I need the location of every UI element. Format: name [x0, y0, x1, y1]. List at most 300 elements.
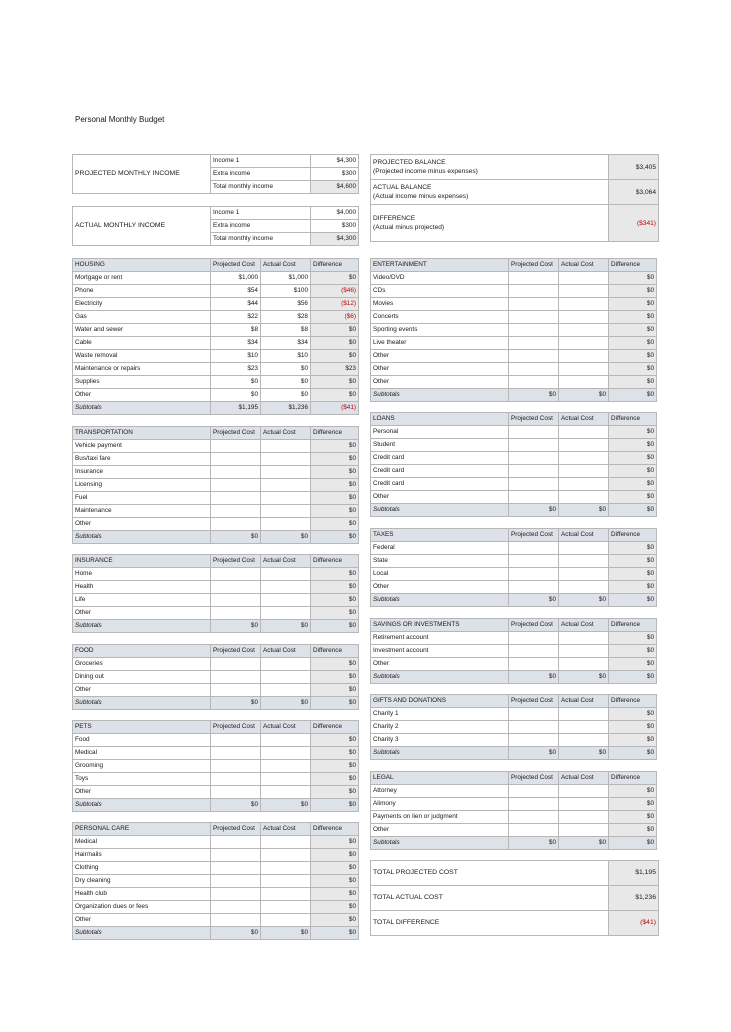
- actual-cell[interactable]: [261, 914, 311, 927]
- actual-cell[interactable]: [261, 901, 311, 914]
- row-name: Electricity: [73, 298, 211, 311]
- difference-cell: $0: [311, 440, 359, 453]
- actual-cell[interactable]: [261, 671, 311, 684]
- row-name: Concerts: [371, 311, 509, 324]
- projected-cell[interactable]: [211, 581, 261, 594]
- table-row: [73, 671, 359, 684]
- projected-income-label: PROJECTED MONTHLY INCOME: [73, 155, 211, 194]
- row-name: CDs: [371, 285, 509, 298]
- projected-cell[interactable]: [509, 465, 559, 478]
- col-projected: Projected Cost: [211, 645, 261, 658]
- table-row: [73, 786, 359, 799]
- row-name: Other: [371, 376, 509, 389]
- projected-cell[interactable]: [211, 568, 261, 581]
- difference-cell: $0: [609, 542, 657, 555]
- difference-cell: $0: [311, 466, 359, 479]
- subtotal-row: [371, 837, 657, 850]
- projected-cell[interactable]: [509, 311, 559, 324]
- actual-cell[interactable]: [559, 298, 609, 311]
- actual-cell[interactable]: [559, 311, 609, 324]
- actual-cell[interactable]: [261, 518, 311, 531]
- actual-cell[interactable]: [559, 734, 609, 747]
- col-projected: Projected Cost: [211, 555, 261, 568]
- projected-cell[interactable]: [211, 479, 261, 492]
- actual-cell[interactable]: [261, 453, 311, 466]
- total-label: TOTAL DIFFERENCE: [371, 911, 609, 936]
- projected-cell[interactable]: [211, 734, 261, 747]
- row-name: Water and sewer: [73, 324, 211, 337]
- projected-cell[interactable]: $34: [211, 337, 261, 350]
- actual-cell[interactable]: [261, 862, 311, 875]
- row-name: Personal: [371, 426, 509, 439]
- projected-cell[interactable]: [211, 836, 261, 849]
- projected-cell[interactable]: [211, 786, 261, 799]
- actual-income-item-value[interactable]: $4,000: [311, 207, 359, 220]
- projected-cell[interactable]: [211, 492, 261, 505]
- projected-cell[interactable]: [509, 798, 559, 811]
- difference-cell: $0: [609, 658, 657, 671]
- actual-cell[interactable]: [261, 836, 311, 849]
- subtotal-projected: $1,195: [211, 402, 261, 415]
- row-name: Phone: [73, 285, 211, 298]
- projected-cell[interactable]: [211, 453, 261, 466]
- projected-cell[interactable]: [211, 773, 261, 786]
- col-difference: Difference: [609, 695, 657, 708]
- subtotal-difference: $0: [609, 504, 657, 517]
- total-row: [371, 886, 659, 911]
- subtotal-row: [73, 402, 359, 415]
- section-insurance: [72, 554, 359, 633]
- table-row: [73, 492, 359, 505]
- actual-cell[interactable]: [559, 785, 609, 798]
- subtotal-row: [371, 504, 657, 517]
- subtotal-projected: $0: [509, 671, 559, 684]
- actual-cell[interactable]: [559, 272, 609, 285]
- actual-cell[interactable]: [261, 568, 311, 581]
- table-row: [371, 426, 657, 439]
- actual-cell[interactable]: [559, 337, 609, 350]
- actual-cell[interactable]: $28: [261, 311, 311, 324]
- section-header: [73, 721, 359, 734]
- section-gifts-and-donations: [370, 694, 657, 760]
- difference-cell: $0: [609, 824, 657, 837]
- balance-value: $3,405: [609, 155, 659, 180]
- actual-cell[interactable]: [261, 505, 311, 518]
- table-row: [371, 376, 657, 389]
- projected-cell[interactable]: [211, 888, 261, 901]
- difference-cell: $0: [311, 914, 359, 927]
- actual-cell[interactable]: [559, 632, 609, 645]
- actual-cell[interactable]: [261, 594, 311, 607]
- difference-cell: $0: [609, 721, 657, 734]
- projected-cell[interactable]: [509, 542, 559, 555]
- difference-cell: $0: [311, 350, 359, 363]
- actual-cell[interactable]: [559, 542, 609, 555]
- difference-cell: $0: [609, 311, 657, 324]
- actual-cell[interactable]: [261, 658, 311, 671]
- difference-cell: $0: [311, 773, 359, 786]
- projected-cell[interactable]: [509, 376, 559, 389]
- actual-cell[interactable]: [261, 888, 311, 901]
- subtotal-label: Subtotals: [73, 697, 211, 710]
- actual-income-item-value[interactable]: $300: [311, 220, 359, 233]
- subtotal-projected: $0: [211, 531, 261, 544]
- actual-cell[interactable]: [559, 376, 609, 389]
- section-loans: [370, 412, 657, 517]
- actual-cell[interactable]: [261, 581, 311, 594]
- actual-cell[interactable]: [559, 708, 609, 721]
- projected-cell[interactable]: [211, 747, 261, 760]
- projected-cell[interactable]: [509, 785, 559, 798]
- section-header: [371, 259, 657, 272]
- projected-cell[interactable]: $0: [211, 376, 261, 389]
- row-name: Live theater: [371, 337, 509, 350]
- subtotal-label: Subtotals: [73, 927, 211, 940]
- row-name: Maintenance: [73, 505, 211, 518]
- col-difference: Difference: [609, 619, 657, 632]
- projected-cell[interactable]: [211, 671, 261, 684]
- balance-note: (Projected income minus expenses): [373, 168, 478, 175]
- projected-cell[interactable]: [211, 849, 261, 862]
- actual-cell[interactable]: $0: [261, 363, 311, 376]
- subtotal-projected: $0: [509, 594, 559, 607]
- projected-cell[interactable]: [509, 452, 559, 465]
- actual-cell[interactable]: [261, 773, 311, 786]
- projected-cell[interactable]: [211, 760, 261, 773]
- difference-cell: $0: [311, 492, 359, 505]
- balance-note: (Actual income minus expenses): [373, 193, 469, 200]
- difference-cell: ($46): [311, 285, 359, 298]
- actual-cell[interactable]: [559, 824, 609, 837]
- table-row: [371, 465, 657, 478]
- row-name: Waste removal: [73, 350, 211, 363]
- section-legal: [370, 771, 657, 850]
- actual-cell[interactable]: [559, 658, 609, 671]
- difference-cell: $0: [311, 786, 359, 799]
- table-row: [73, 747, 359, 760]
- actual-cell[interactable]: $8: [261, 324, 311, 337]
- row-name: Video/DVD: [371, 272, 509, 285]
- projected-income-item-name: Extra income: [211, 168, 311, 181]
- table-row: [371, 491, 657, 504]
- actual-cell[interactable]: [559, 439, 609, 452]
- table-row: [371, 542, 657, 555]
- table-row: [73, 849, 359, 862]
- projected-cell[interactable]: [509, 272, 559, 285]
- col-projected: Projected Cost: [509, 259, 559, 272]
- actual-cell[interactable]: [559, 491, 609, 504]
- difference-cell: $0: [609, 350, 657, 363]
- projected-cell[interactable]: [509, 298, 559, 311]
- total-value: $1,236: [609, 886, 659, 911]
- section-title: TRANSPORTATION: [73, 427, 211, 440]
- table-row: [73, 466, 359, 479]
- row-name: Other: [73, 518, 211, 531]
- row-name: Food: [73, 734, 211, 747]
- subtotal-actual: $0: [559, 837, 609, 850]
- projected-cell[interactable]: [211, 862, 261, 875]
- projected-cell[interactable]: [509, 811, 559, 824]
- difference-cell: ($12): [311, 298, 359, 311]
- col-actual: Actual Cost: [261, 823, 311, 836]
- table-row: [371, 721, 657, 734]
- projected-cell[interactable]: [211, 875, 261, 888]
- actual-cell[interactable]: [261, 492, 311, 505]
- section-housing: [72, 258, 359, 415]
- row-name: Fuel: [73, 492, 211, 505]
- row-name: Insurance: [73, 466, 211, 479]
- col-difference: Difference: [609, 259, 657, 272]
- col-actual: Actual Cost: [559, 695, 609, 708]
- difference-cell: $0: [609, 285, 657, 298]
- difference-cell: ($6): [311, 311, 359, 324]
- projected-cell[interactable]: [211, 901, 261, 914]
- difference-cell: $0: [609, 568, 657, 581]
- projected-cell[interactable]: [509, 658, 559, 671]
- projected-cell[interactable]: [509, 285, 559, 298]
- projected-cell[interactable]: [211, 505, 261, 518]
- row-name: Other: [371, 824, 509, 837]
- total-label: TOTAL PROJECTED COST: [371, 861, 609, 886]
- projected-cell[interactable]: [509, 439, 559, 452]
- actual-cell[interactable]: [559, 645, 609, 658]
- col-projected: Projected Cost: [211, 721, 261, 734]
- section-title: SAVINGS OR INVESTMENTS: [371, 619, 509, 632]
- projected-cell[interactable]: [509, 491, 559, 504]
- actual-income-table: [72, 206, 359, 246]
- subtotal-difference: $0: [311, 927, 359, 940]
- balance-value: ($341): [609, 205, 659, 242]
- actual-income-item-name: Extra income: [211, 220, 311, 233]
- section-title: INSURANCE: [73, 555, 211, 568]
- balance-table: [370, 154, 659, 242]
- table-row: [371, 350, 657, 363]
- projected-cell[interactable]: [509, 324, 559, 337]
- subtotal-row: [371, 389, 657, 402]
- row-name: Bus/taxi fare: [73, 453, 211, 466]
- section-header: [73, 645, 359, 658]
- table-row: [73, 914, 359, 927]
- difference-cell: $0: [609, 426, 657, 439]
- table-row: [371, 478, 657, 491]
- row-name: Sporting events: [371, 324, 509, 337]
- subtotal-difference: $0: [311, 620, 359, 633]
- totals-table: [370, 860, 659, 936]
- actual-cell[interactable]: [261, 440, 311, 453]
- actual-cell[interactable]: [559, 285, 609, 298]
- projected-cell[interactable]: [509, 721, 559, 734]
- row-name: Payments on lien or judgment: [371, 811, 509, 824]
- projected-cell[interactable]: $22: [211, 311, 261, 324]
- projected-cell[interactable]: [509, 426, 559, 439]
- actual-cell[interactable]: $34: [261, 337, 311, 350]
- actual-cell[interactable]: [559, 452, 609, 465]
- actual-income-row: [73, 207, 359, 220]
- table-row: [73, 658, 359, 671]
- actual-cell[interactable]: $0: [261, 376, 311, 389]
- subtotal-projected: $0: [509, 747, 559, 760]
- projected-cell[interactable]: $0: [211, 389, 261, 402]
- subtotal-projected: $0: [211, 620, 261, 633]
- table-row: [73, 298, 359, 311]
- subtotal-difference: $0: [609, 747, 657, 760]
- table-row: [73, 888, 359, 901]
- difference-cell: $0: [609, 798, 657, 811]
- projected-cell[interactable]: $44: [211, 298, 261, 311]
- projected-cell[interactable]: $23: [211, 363, 261, 376]
- actual-cell[interactable]: $56: [261, 298, 311, 311]
- subtotal-difference: $0: [609, 594, 657, 607]
- col-actual: Actual Cost: [261, 645, 311, 658]
- projected-cell[interactable]: [509, 824, 559, 837]
- row-name: Health: [73, 581, 211, 594]
- projected-cell[interactable]: [509, 337, 559, 350]
- difference-cell: $0: [311, 479, 359, 492]
- actual-cell[interactable]: [261, 760, 311, 773]
- actual-cell[interactable]: [559, 721, 609, 734]
- row-name: Alimony: [371, 798, 509, 811]
- projected-cell[interactable]: [509, 478, 559, 491]
- difference-cell: $0: [311, 862, 359, 875]
- table-row: [73, 479, 359, 492]
- projected-cell[interactable]: [509, 581, 559, 594]
- actual-cell[interactable]: [559, 350, 609, 363]
- balance-note: (Actual minus projected): [373, 224, 445, 231]
- subtotal-projected: $0: [211, 927, 261, 940]
- actual-cell[interactable]: [559, 811, 609, 824]
- table-row: [73, 376, 359, 389]
- row-name: Movies: [371, 298, 509, 311]
- table-row: [73, 389, 359, 402]
- row-name: Charity 1: [371, 708, 509, 721]
- actual-cell[interactable]: [261, 684, 311, 697]
- actual-cell[interactable]: [261, 607, 311, 620]
- actual-cell[interactable]: [559, 363, 609, 376]
- actual-cell[interactable]: [559, 478, 609, 491]
- actual-cell[interactable]: [261, 786, 311, 799]
- table-row: [73, 272, 359, 285]
- table-row: [73, 453, 359, 466]
- row-name: Mortgage or rent: [73, 272, 211, 285]
- actual-income-label: ACTUAL MONTHLY INCOME: [73, 207, 211, 246]
- projected-cell[interactable]: [509, 632, 559, 645]
- actual-cell[interactable]: $10: [261, 350, 311, 363]
- projected-cell[interactable]: [509, 555, 559, 568]
- section-header: [73, 259, 359, 272]
- projected-income-item-value[interactable]: $300: [311, 168, 359, 181]
- subtotal-projected: $0: [211, 799, 261, 812]
- projected-cell[interactable]: $8: [211, 324, 261, 337]
- projected-cell[interactable]: [211, 440, 261, 453]
- subtotal-label: Subtotals: [73, 531, 211, 544]
- projected-cell[interactable]: [509, 350, 559, 363]
- difference-cell: $0: [311, 760, 359, 773]
- projected-income-item-value[interactable]: $4,300: [311, 155, 359, 168]
- row-name: Other: [73, 684, 211, 697]
- actual-cell[interactable]: [559, 426, 609, 439]
- actual-cell[interactable]: [261, 466, 311, 479]
- projected-cell[interactable]: [509, 734, 559, 747]
- actual-cell[interactable]: [261, 849, 311, 862]
- projected-cell[interactable]: [211, 914, 261, 927]
- difference-cell: $0: [609, 581, 657, 594]
- actual-cell[interactable]: $1,000: [261, 272, 311, 285]
- projected-cell[interactable]: [211, 594, 261, 607]
- subtotal-difference: $0: [609, 837, 657, 850]
- table-row: [371, 311, 657, 324]
- col-actual: Actual Cost: [261, 721, 311, 734]
- actual-cell[interactable]: [559, 568, 609, 581]
- section-header: [371, 413, 657, 426]
- col-difference: Difference: [311, 721, 359, 734]
- actual-cell[interactable]: [559, 798, 609, 811]
- actual-cell[interactable]: [261, 479, 311, 492]
- actual-income-item-value[interactable]: $4,300: [311, 233, 359, 246]
- row-name: Health club: [73, 888, 211, 901]
- projected-cell[interactable]: [211, 684, 261, 697]
- actual-cell[interactable]: [261, 734, 311, 747]
- actual-cell[interactable]: [559, 324, 609, 337]
- subtotal-label: Subtotals: [371, 389, 509, 402]
- subtotal-difference: $0: [311, 697, 359, 710]
- row-name: Toys: [73, 773, 211, 786]
- projected-cell[interactable]: [211, 658, 261, 671]
- section-title: GIFTS AND DONATIONS: [371, 695, 509, 708]
- balance-title: PROJECTED BALANCE: [373, 159, 446, 166]
- difference-cell: $0: [311, 324, 359, 337]
- actual-cell[interactable]: [559, 465, 609, 478]
- row-name: Other: [371, 491, 509, 504]
- section-title: HOUSING: [73, 259, 211, 272]
- actual-cell[interactable]: [261, 747, 311, 760]
- projected-income-table: [72, 154, 359, 194]
- projected-cell[interactable]: $1,000: [211, 272, 261, 285]
- subtotal-label: Subtotals: [73, 620, 211, 633]
- actual-cell[interactable]: [559, 581, 609, 594]
- actual-cell[interactable]: $100: [261, 285, 311, 298]
- table-row: [73, 285, 359, 298]
- table-row: [73, 594, 359, 607]
- table-row: [73, 875, 359, 888]
- difference-cell: $0: [609, 439, 657, 452]
- row-name: Charity 3: [371, 734, 509, 747]
- col-projected: Projected Cost: [211, 823, 261, 836]
- row-name: Retirement account: [371, 632, 509, 645]
- table-row: [73, 311, 359, 324]
- projected-cell[interactable]: [509, 645, 559, 658]
- col-actual: Actual Cost: [559, 413, 609, 426]
- projected-cell[interactable]: [509, 708, 559, 721]
- row-name: Other: [371, 350, 509, 363]
- projected-cell[interactable]: [211, 466, 261, 479]
- projected-cell[interactable]: [509, 363, 559, 376]
- difference-cell: $0: [609, 708, 657, 721]
- row-name: Other: [73, 607, 211, 620]
- projected-cell[interactable]: $54: [211, 285, 261, 298]
- projected-income-item-value[interactable]: $4,600: [311, 181, 359, 194]
- actual-cell[interactable]: [559, 555, 609, 568]
- balance-label: [371, 205, 609, 242]
- projected-cell[interactable]: [211, 607, 261, 620]
- section-entertainment: [370, 258, 657, 402]
- col-difference: Difference: [311, 427, 359, 440]
- projected-cell[interactable]: [211, 518, 261, 531]
- actual-cell[interactable]: $0: [261, 389, 311, 402]
- actual-cell[interactable]: [261, 875, 311, 888]
- projected-cell[interactable]: $10: [211, 350, 261, 363]
- subtotal-difference: $0: [311, 531, 359, 544]
- projected-cell[interactable]: [509, 568, 559, 581]
